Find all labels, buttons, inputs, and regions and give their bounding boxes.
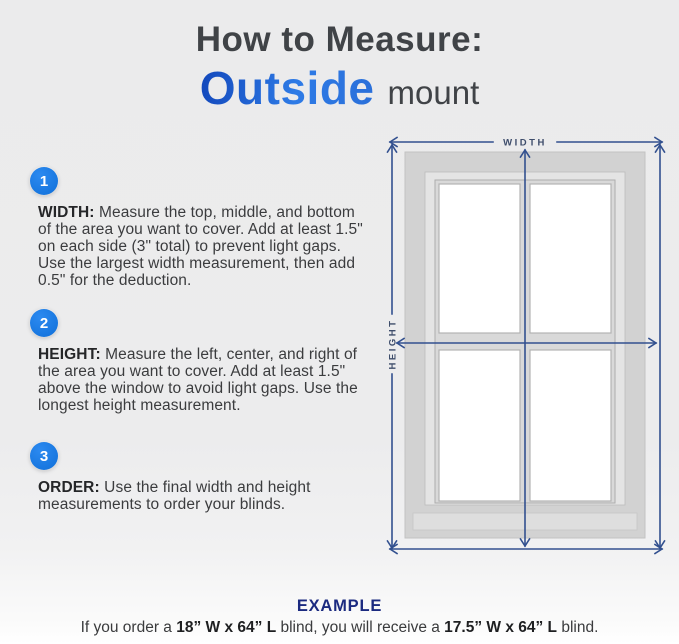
step-body-width: Measure the top, middle, and bottom of the area you want to cover. Add at least 1.5" on each side (3" total) to prevent light gaps. Use the largest width measurement, then add 0.5" for the deduction. [38, 204, 363, 289]
step-text-width [38, 204, 370, 289]
example-text: If you order a 18” W x 64” L blind, you will receive a 17.5” W x 64” L blind. [80, 619, 599, 636]
step-number-badge-3: 3 [30, 442, 58, 470]
title-highlight: Outside [199, 62, 375, 114]
window-pane-bottom-left [439, 350, 520, 501]
title-suffix: mount [387, 74, 480, 111]
example-heading: EXAMPLE [296, 597, 383, 615]
step-item-width [30, 167, 370, 289]
step-body-order: Use the final width and height measurements to order your blinds. [38, 479, 311, 513]
step-number-badge-2: 2 [30, 309, 58, 337]
step-label-width: WIDTH: [38, 204, 95, 221]
height-label: HEIGHT [387, 318, 399, 370]
example-section [0, 597, 679, 637]
window-pane-top-right [530, 184, 611, 333]
page-title [0, 20, 679, 115]
step-text-order [38, 479, 370, 513]
title-line1: How to Measure: [195, 20, 484, 59]
title-line2 [0, 61, 679, 115]
step-item-height [30, 309, 370, 414]
window-diagram-svg [380, 128, 672, 564]
step-body-height: Measure the left, center, and right of the area you want to cover. Add at least 1.5" above the window to avoid light gaps. Use the longest height measurement. [38, 346, 358, 414]
width-label: WIDTH [503, 137, 547, 149]
right-height-arrow [656, 145, 665, 548]
window-pane-top-left [439, 184, 520, 333]
step-text-height [38, 346, 370, 414]
step-label-order: ORDER: [38, 479, 100, 496]
window-diagram [380, 128, 672, 564]
window-pane-bottom-right [530, 350, 611, 501]
step-item-order [30, 442, 370, 513]
step-label-height: HEIGHT: [38, 346, 101, 363]
step-number-badge-1: 1 [30, 167, 58, 195]
